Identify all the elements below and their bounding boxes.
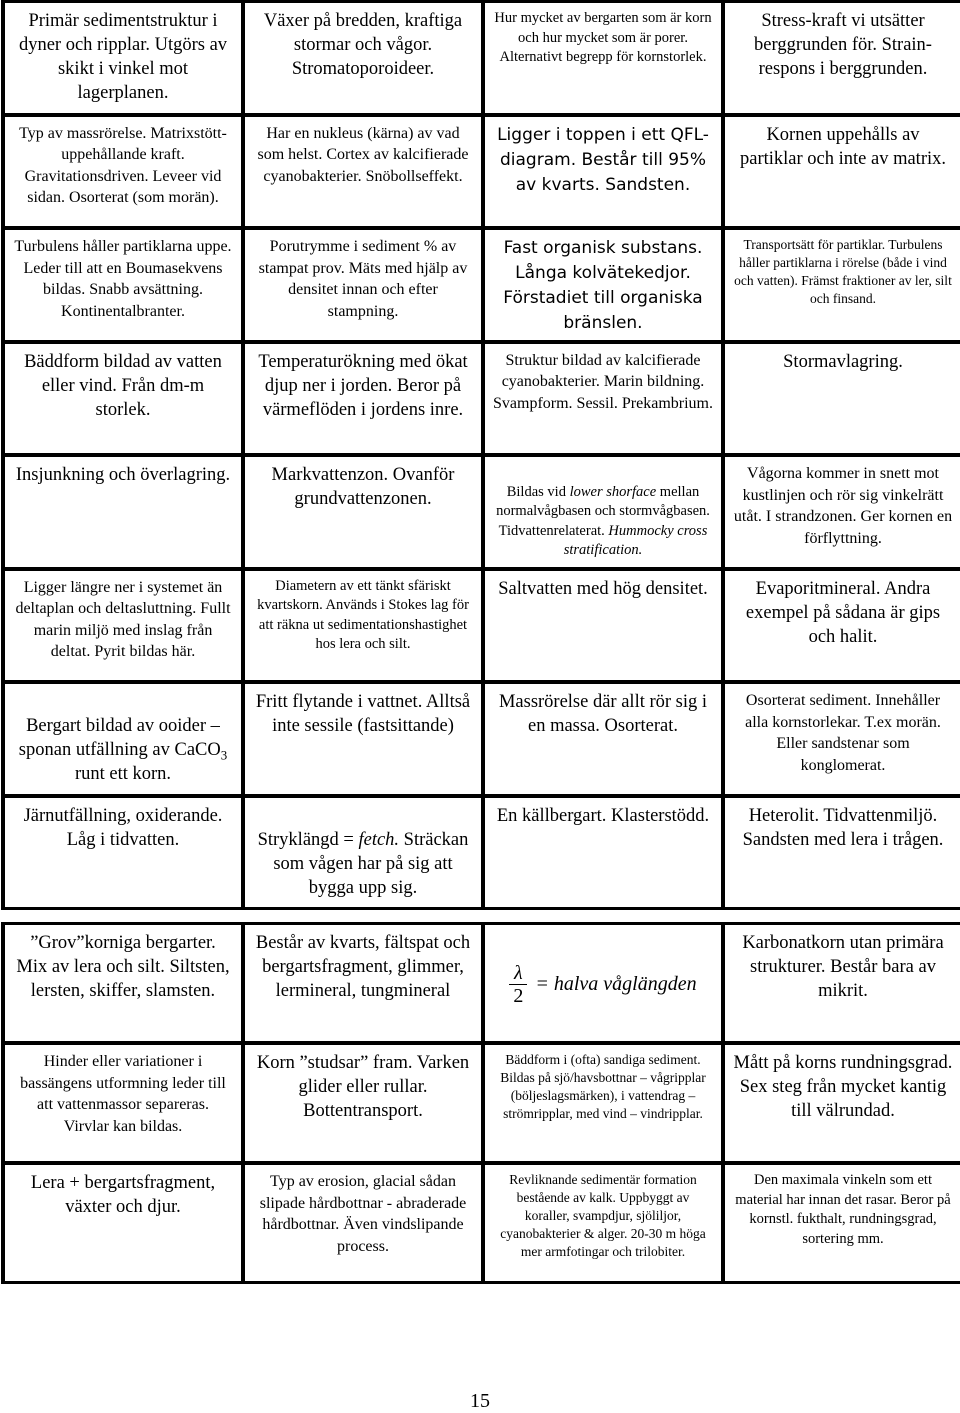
card: Ligger i toppen i ett QFL-diagram. Består till 95% av kvarts. Sandsten. xyxy=(485,117,721,227)
card: Korn ”studsar” fram. Varken glider eller rullar. Bottentransport. xyxy=(245,1045,481,1161)
card: Transportsätt för partiklar. Turbulens håller partiklarna i rörelse (både i vind och vatten). Främst fraktioner av ler, silt och finsand. xyxy=(725,230,960,340)
card: En källbergart. Klasterstödd. xyxy=(485,798,721,908)
card: Massrörelse där allt rör sig i en massa. Osorterat. xyxy=(485,684,721,794)
card: Bäddform i (ofta) sandiga sediment. Bildas på sjö/havsbottnar – vågripplar (böljeslagsmärken), i vattendrag – strömripplar, med vind – vindripplar. xyxy=(485,1045,721,1161)
card-ooid xyxy=(5,684,241,794)
card: Typ av erosion, glacial sådan slipade hårdbottnar - abraderade hårdbottnar. Även vindslipande process. xyxy=(245,1165,481,1281)
card: Hur mycket av bergarten som är korn och hur mycket som är porer. Alternativt begrepp för kornstorlek. xyxy=(485,3,721,113)
subscript: 3 xyxy=(220,747,228,763)
card: Turbulens håller partiklarna uppe. Leder till att en Boumasekvens bildas. Snabb avsättning. Kontinentalbranter. xyxy=(5,230,241,340)
card: Växer på bredden, kraftiga stormar och vågor. Stromatoporoideer. xyxy=(245,3,481,113)
card: Porutrymme i sediment % av stampat prov. Mäts med hjälp av densitet innan och efter stampning. xyxy=(245,230,481,340)
flashcard-grid-bottom xyxy=(1,922,960,1284)
card: Stormavlagring. xyxy=(725,344,960,454)
card: Heterolit. Tidvattenmiljö. Sandsten med lera i trågen. xyxy=(725,798,960,908)
card: Diametern av ett tänkt sfäriskt kvartskorn. Används i Stokes lag för att räkna ut sedimentationshastighet hos lera och silt. xyxy=(245,571,481,681)
card: Saltvatten med hög densitet. xyxy=(485,571,721,681)
card: Revliknande sedimentär formation bestående av kalk. Uppbyggt av koraller, svampdjur, sjöliljor, cyanobakterier & alger. 20-30 m höga mer armfotingar och trilobiter. xyxy=(485,1165,721,1281)
card: Typ av massrörelse. Matrixstött-uppehållande kraft. Gravitationsdriven. Leveer vid sidan. Osorterat (som morän). xyxy=(5,117,241,227)
card-text: runt ett korn. xyxy=(74,764,172,784)
card-text: Bergart bildad av ooider – sponan utfällning av CaCO xyxy=(18,716,221,760)
card: Den maximala vinkeln som ett material har innan det rasar. Beror på kornstl. fukthalt, rundningsgrad, sortering mm. xyxy=(725,1165,960,1281)
card-text: mellan normalvågbasen och stormvågbasen. Tidvattenrelaterat. xyxy=(496,483,710,539)
card: Primär sedimentstruktur i dyner och ripplar. Utgörs av skikt i vinkel mot lagerplanen. xyxy=(5,3,241,113)
card: Hinder eller variationer i bassängens utformning leder till att vattenmassor separeras. Virvlar kan bildas. xyxy=(5,1045,241,1161)
fraction xyxy=(509,962,527,1007)
card: Markvattenzon. Ovanför grundvattenzonen. xyxy=(245,457,481,567)
card: ”Grov”korniga bergarter. Mix av lera och silt. Siltsten, lersten, skiffer, slamsten. xyxy=(5,925,241,1041)
flashcard-grid-top xyxy=(1,0,960,910)
card-text-italic: fetch. xyxy=(358,829,400,850)
card: Järnutfällning, oxiderande. Låg i tidvatten. xyxy=(5,798,241,908)
formula-rhs: = halva våglängden xyxy=(535,973,697,995)
card: Fast organisk substans. Långa kolvätekedjor. Förstadiet till organiska bränslen. xyxy=(485,230,721,340)
card: Ligger längre ner i systemet än deltaplan och deltasluttning. Fullt marin miljö med inslag från deltat. Pyrit bildas här. xyxy=(5,571,241,681)
card: Struktur bildad av kalcifierade cyanobakterier. Marin bildning. Svampform. Sessil. Prekambrium. xyxy=(485,344,721,454)
card: Har en nukleus (kärna) av vad som helst. Cortex av kalcifierade cyanobakterier. Snöbollseffekt. xyxy=(245,117,481,227)
card: Kornen uppehålls av partiklar och inte av matrix. xyxy=(725,117,960,227)
card: Osorterat sediment. Innehåller alla kornstorlekar. T.ex morän. Eller sandstenar som konglomerat. xyxy=(725,684,960,794)
card-hummocky xyxy=(485,457,721,567)
page-number: 15 xyxy=(470,1390,490,1412)
card: Stress-kraft vi utsätter berggrunden för. Strain- respons i berggrunden. xyxy=(725,3,960,113)
card: Består av kvarts, fältspat och bergartsfragment, glimmer, lermineral, tungmineral xyxy=(245,925,481,1041)
card: Karbonatkorn utan primära strukturer. Består bara av mikrit. xyxy=(725,925,960,1041)
card: Insjunkning och överlagring. xyxy=(5,457,241,567)
card-text-italic: lower shorface xyxy=(569,483,657,500)
card: Lera + bergartsfragment, växter och djur. xyxy=(5,1165,241,1281)
card-formula xyxy=(485,925,721,1041)
card: Fritt flytande i vattnet. Alltså inte sessile (fastsittande) xyxy=(245,684,481,794)
card-text: Sträckan som vågen har på sig att bygga upp sig. xyxy=(273,829,469,898)
card-text: Bildas vid xyxy=(506,483,570,500)
card: Evaporitmineral. Andra exempel på sådana är gips och halit. xyxy=(725,571,960,681)
card: Vågorna kommer in snett mot kustlinjen och rör sig vinkelrätt utåt. I strandzonen. Ger kornen en förflyttning. xyxy=(725,457,960,567)
card-text: Stryklängd = xyxy=(257,829,359,850)
card: Mått på korns rundningsgrad. Sex steg från mycket kantig till välrundad. xyxy=(725,1045,960,1161)
card-fetch xyxy=(245,798,481,908)
fraction-numerator: λ xyxy=(514,961,523,984)
card: Bäddform bildad av vatten eller vind. Från dm-m storlek. xyxy=(5,344,241,454)
card-text-italic: Hummocky cross stratification. xyxy=(563,522,708,558)
fraction-denominator: 2 xyxy=(513,984,524,1007)
card: Temperaturökning med ökat djup ner i jorden. Beror på värmeflöden i jordens inre. xyxy=(245,344,481,454)
